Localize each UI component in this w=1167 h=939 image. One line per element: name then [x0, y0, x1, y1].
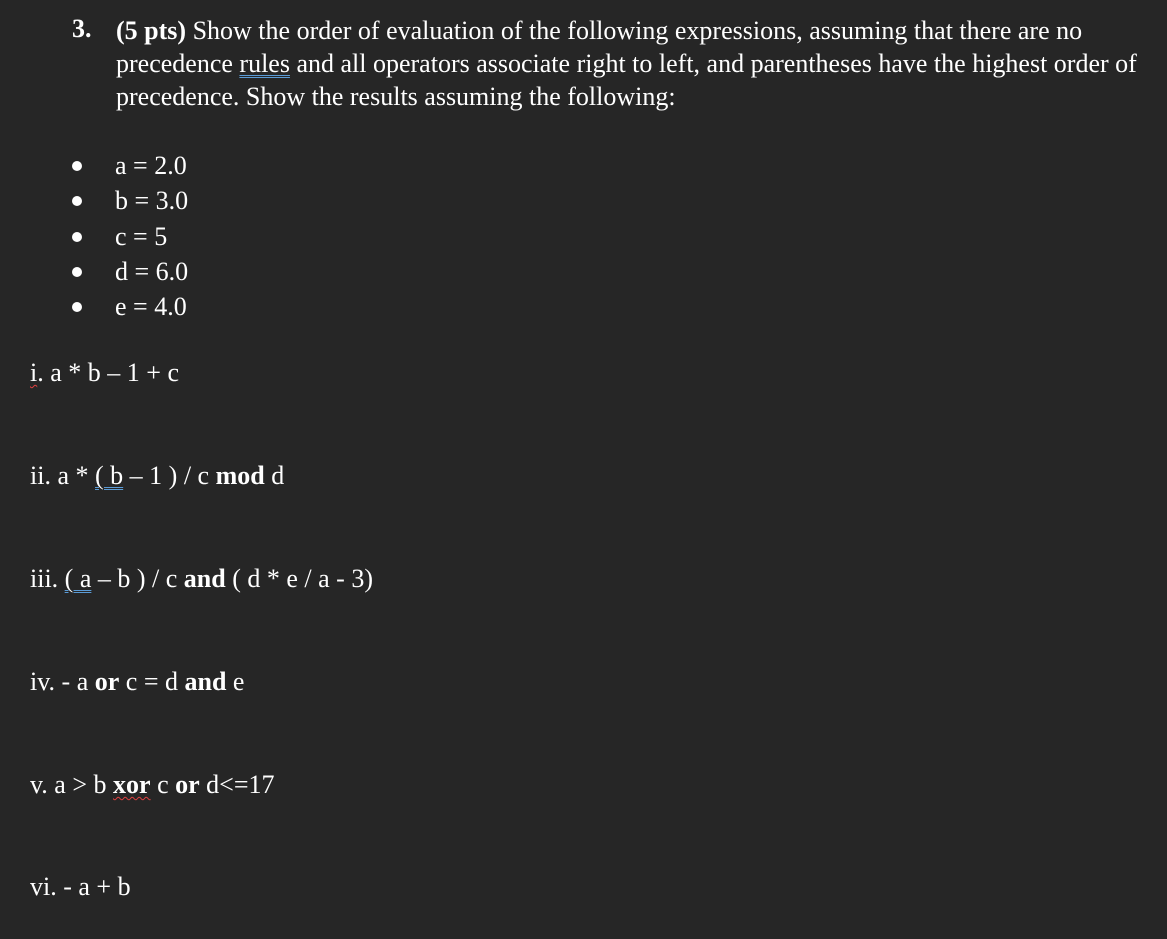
spell-flagged-keyword[interactable]: xor: [113, 770, 151, 799]
expression-text: iii.: [30, 564, 65, 593]
bullet-icon: [72, 196, 82, 206]
bullet-icon: [72, 161, 82, 171]
expression-text: ( d * e / a - 3): [225, 564, 373, 593]
expression-iii: [30, 564, 373, 594]
expression-text: iv. - a: [30, 667, 95, 696]
variable-a: a = 2.0: [115, 151, 187, 180]
operator-keyword: and: [184, 667, 227, 696]
expression-iv: [30, 667, 244, 697]
grammar-flagged-word[interactable]: rules: [239, 49, 290, 78]
expression-text: . a * b – 1 + c: [37, 358, 179, 387]
variable-d: d = 6.0: [115, 256, 189, 286]
expression-text: d: [264, 461, 285, 490]
question-text-end: and all operators associate right to left, and parentheses have the highest order of precedence. Show the results assuming the following:: [116, 49, 1137, 111]
operator-keyword: and: [183, 564, 226, 593]
expression-text: e: [226, 667, 245, 696]
operator-keyword: or: [175, 770, 200, 799]
operator-keyword: or: [94, 667, 120, 696]
expression-v: [30, 770, 274, 800]
question-text-start: Show the order of evaluation of the following expressions, assuming that there are no precedence: [116, 16, 1083, 78]
expression-text: c: [150, 770, 176, 799]
expression-text: – b ) / c: [91, 564, 184, 593]
variable-e: e = 4.0: [115, 292, 187, 321]
expression-text: v. a > b: [30, 770, 114, 799]
expression-text: d<=17: [199, 770, 275, 799]
question-prompt: [116, 14, 1166, 113]
bullet-icon: [72, 232, 82, 242]
bullet-icon: [72, 302, 82, 312]
operator-keyword: mod: [215, 461, 265, 490]
expression-text: – 1 ) / c: [123, 461, 216, 490]
expression-vi: [30, 872, 131, 902]
expression-text: c = d: [119, 667, 185, 696]
expression-text: ii. a *: [30, 461, 95, 490]
grammar-flagged-word[interactable]: ( a: [64, 564, 92, 593]
expression-text: vi. - a + b: [30, 872, 131, 901]
grammar-flagged-word[interactable]: ( b: [95, 461, 124, 490]
bullet-icon: [72, 267, 82, 277]
spell-flagged-word[interactable]: i: [30, 358, 38, 387]
question-number: 3.: [72, 14, 92, 43]
variable-b: b = 3.0: [115, 186, 189, 216]
expression-i: [30, 358, 179, 388]
variable-c: c = 5: [115, 221, 168, 251]
expression-ii: [30, 461, 284, 491]
question-points: (5 pts): [116, 16, 187, 45]
